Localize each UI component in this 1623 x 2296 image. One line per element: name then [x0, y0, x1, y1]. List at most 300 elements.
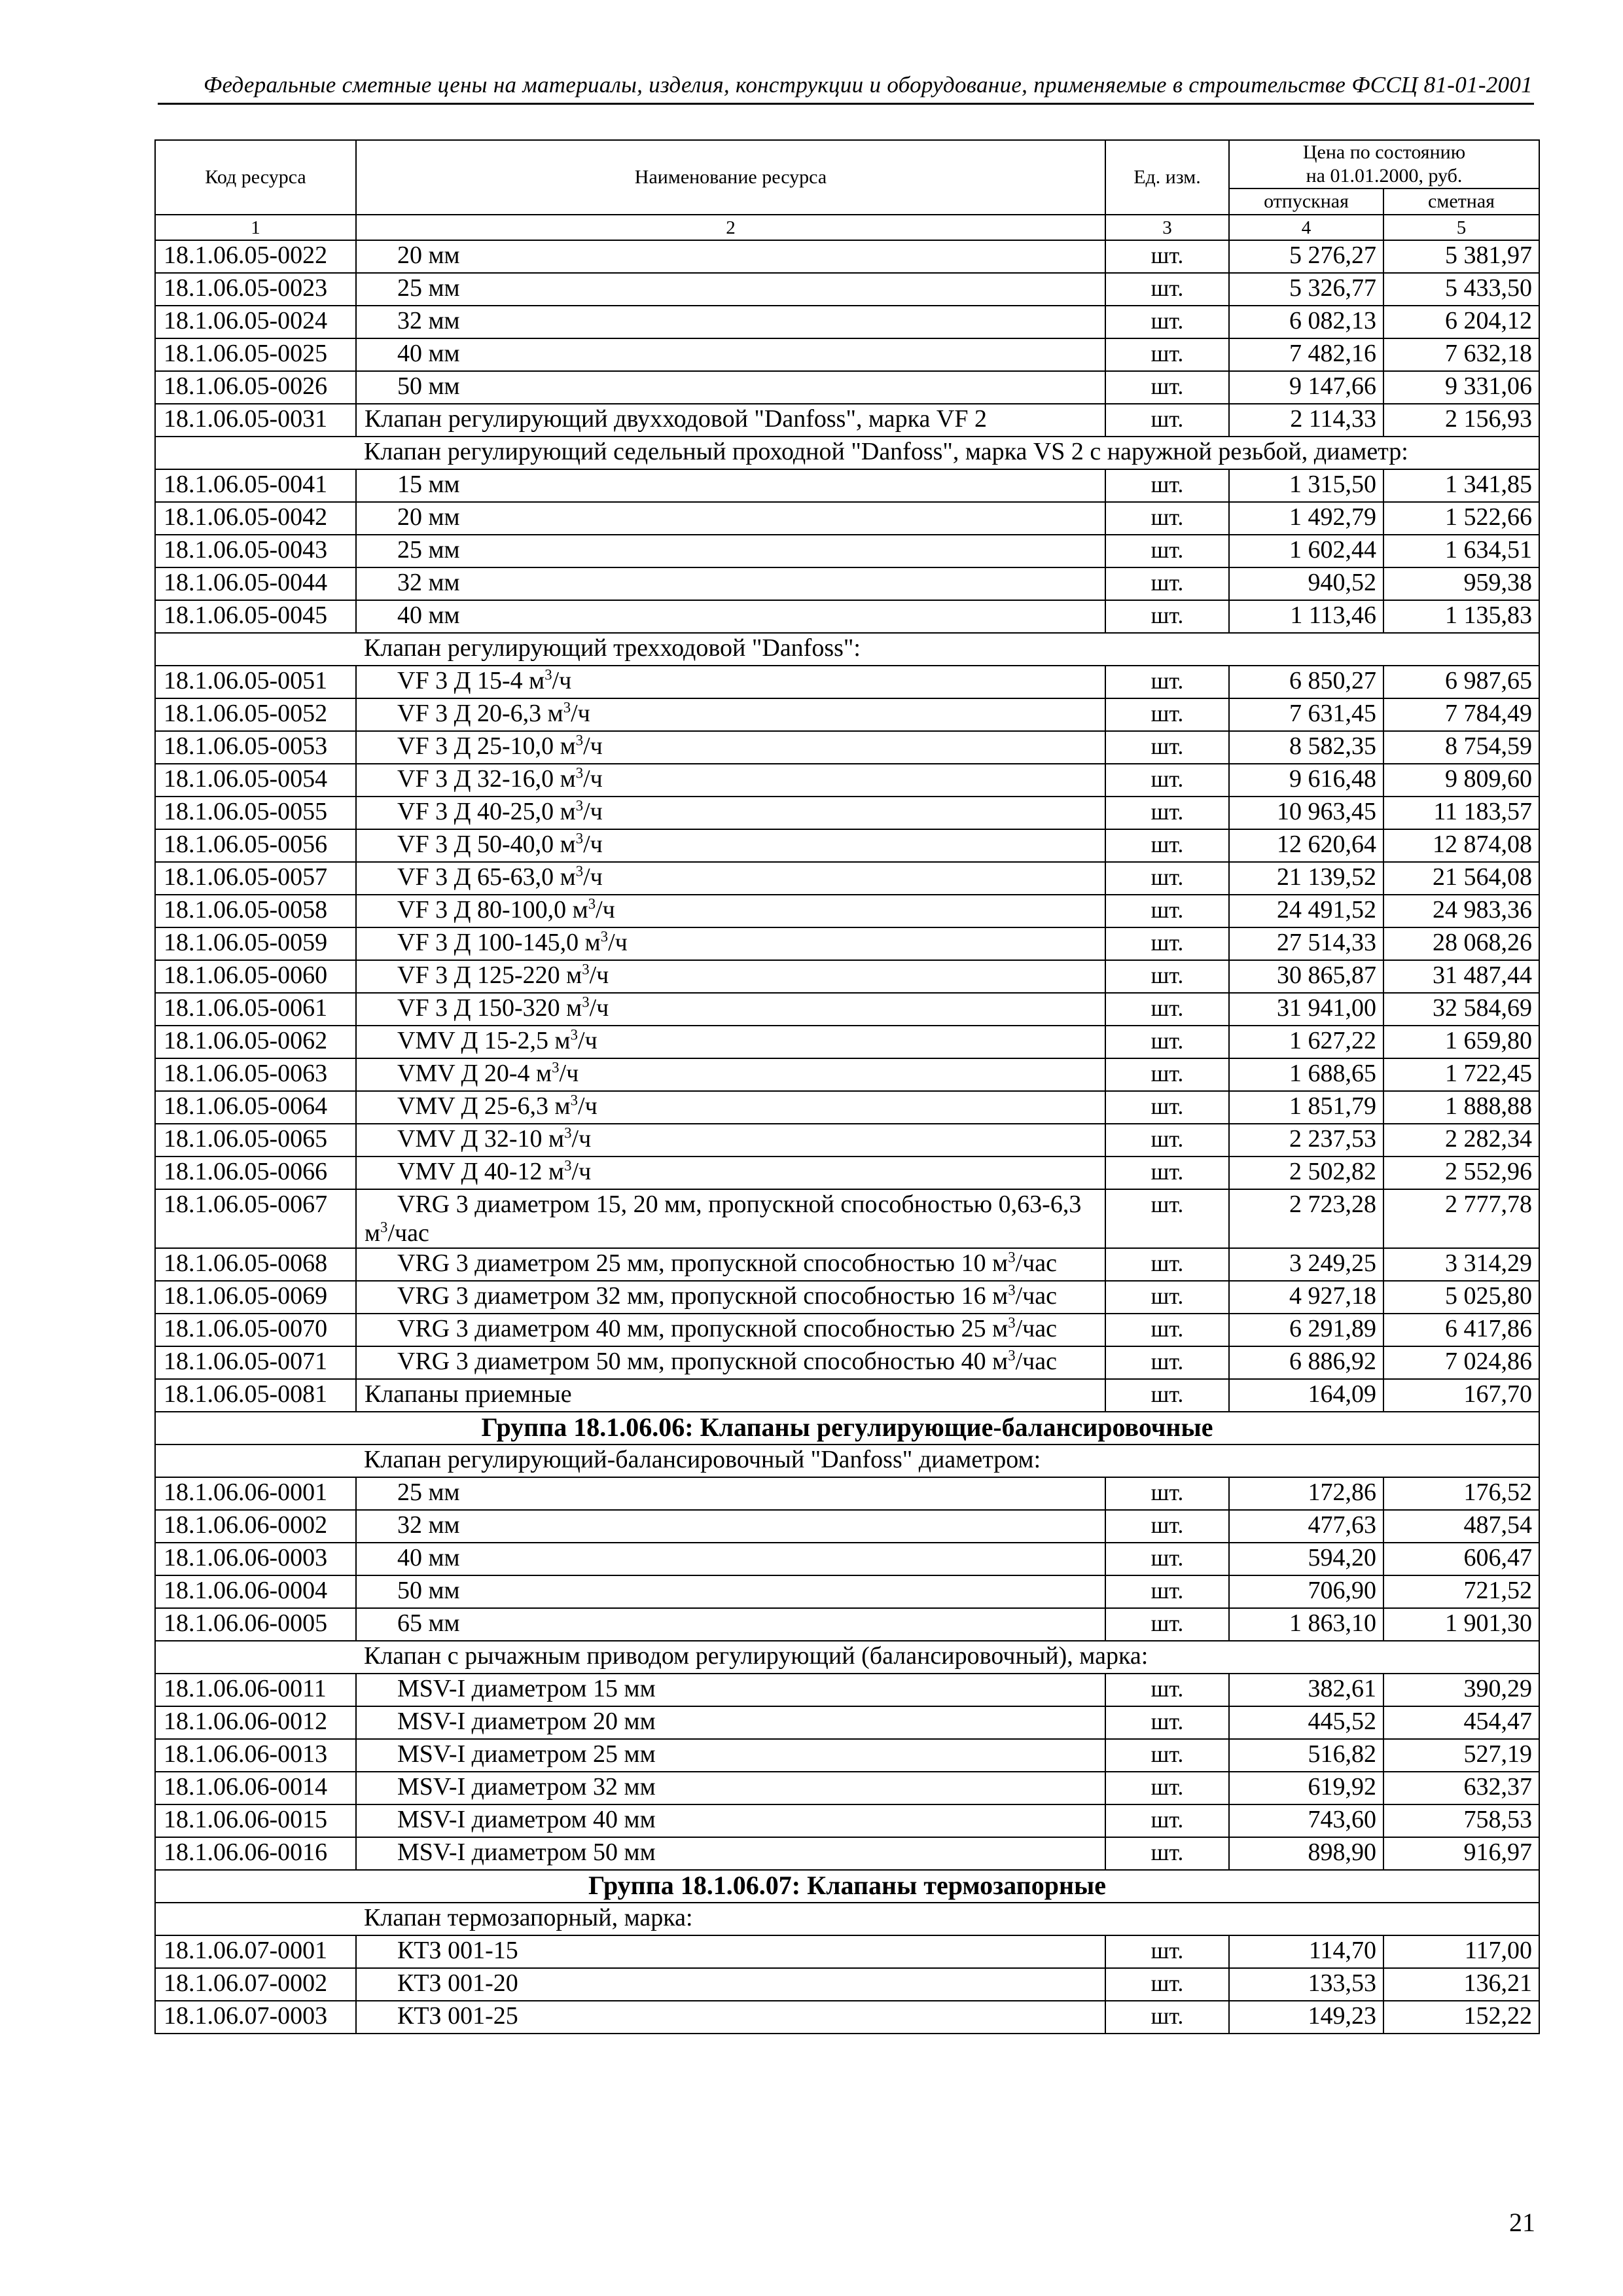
price-release: 594,20 — [1229, 1543, 1383, 1575]
unit: шт. — [1105, 1379, 1229, 1412]
resource-code: 18.1.06.06-0011 — [155, 1674, 356, 1706]
price-estimate: 32 584,69 — [1383, 993, 1539, 1026]
price-estimate: 6 987,65 — [1383, 666, 1539, 698]
resource-name: VF 3 Д 15-4 $м^3/ч$ — [356, 666, 1105, 698]
price-release: 2 723,28 — [1229, 1189, 1383, 1248]
resource-name: 65 мм — [356, 1608, 1105, 1641]
resource-name: VF 3 Д 25-10,0 $м^3/ч$ — [356, 731, 1105, 764]
price-estimate: 6 204,12 — [1383, 306, 1539, 338]
unit: шт. — [1105, 240, 1229, 273]
resource-name: Клапан регулирующий двухходовой "Danfoss", марка VF 2 — [356, 404, 1105, 437]
price-estimate: 959,38 — [1383, 567, 1539, 600]
table-row — [155, 1510, 1539, 1543]
unit: шт. — [1105, 1346, 1229, 1379]
table-row — [155, 600, 1539, 633]
resource-name: 40 мм — [356, 600, 1105, 633]
price-release: 21 139,52 — [1229, 862, 1383, 895]
price-estimate: 1 341,85 — [1383, 469, 1539, 502]
group-heading-row — [155, 1870, 1539, 1903]
subheading-text: Клапан регулирующий трехходовой "Danfoss": — [155, 633, 1539, 666]
unit: шт. — [1105, 1314, 1229, 1346]
price-release: 7 631,45 — [1229, 698, 1383, 731]
unit: шт. — [1105, 1837, 1229, 1870]
subheading-text: Клапан с рычажным приводом регулирующий (балансировочный), марка: — [155, 1641, 1539, 1674]
price-estimate: 7 632,18 — [1383, 338, 1539, 371]
unit: шт. — [1105, 731, 1229, 764]
price-estimate: 721,52 — [1383, 1575, 1539, 1608]
price-estimate: 136,21 — [1383, 1968, 1539, 2001]
resource-code: 18.1.06.06-0001 — [155, 1477, 356, 1510]
resource-code: 18.1.06.05-0060 — [155, 960, 356, 993]
price-release: 12 620,64 — [1229, 829, 1383, 862]
resource-code: 18.1.06.05-0064 — [155, 1091, 356, 1124]
price-estimate: 390,29 — [1383, 1674, 1539, 1706]
price-estimate: 5 025,80 — [1383, 1281, 1539, 1314]
header-price-group-label: Цена по состоянию на 01.01.2000, руб. — [1302, 141, 1466, 187]
unit: шт. — [1105, 666, 1229, 698]
price-estimate: 152,22 — [1383, 2001, 1539, 2034]
price-release: 172,86 — [1229, 1477, 1383, 1510]
column-number: 1 — [155, 215, 356, 240]
resource-name: VF 3 Д 40-25,0 $м^3/ч$ — [356, 797, 1105, 829]
resource-code: 18.1.06.05-0053 — [155, 731, 356, 764]
table-row — [155, 1674, 1539, 1706]
price-estimate: 2 777,78 — [1383, 1189, 1539, 1248]
price-release: 743,60 — [1229, 1804, 1383, 1837]
resource-name: MSV-I диаметром 40 мм — [356, 1804, 1105, 1837]
resource-name: 40 мм — [356, 338, 1105, 371]
price-estimate: 5 381,97 — [1383, 240, 1539, 273]
resource-code: 18.1.06.05-0042 — [155, 502, 356, 535]
table-row — [155, 1837, 1539, 1870]
resource-code: 18.1.06.05-0024 — [155, 306, 356, 338]
table-row — [155, 960, 1539, 993]
resource-name: VF 3 Д 80-100,0 $м^3/ч$ — [356, 895, 1105, 927]
price-release: 2 237,53 — [1229, 1124, 1383, 1157]
price-release: 1 492,79 — [1229, 502, 1383, 535]
resource-code: 18.1.06.06-0004 — [155, 1575, 356, 1608]
column-numbers-row — [155, 215, 1539, 240]
price-release: 619,92 — [1229, 1772, 1383, 1804]
price-release: 3 249,25 — [1229, 1248, 1383, 1281]
resource-name: VMV Д 15-2,5 $м^3/ч$ — [356, 1026, 1105, 1058]
price-estimate: 176,52 — [1383, 1477, 1539, 1510]
resource-code: 18.1.06.07-0003 — [155, 2001, 356, 2034]
resource-code: 18.1.06.06-0003 — [155, 1543, 356, 1575]
unit: шт. — [1105, 1189, 1229, 1248]
price-release: 7 482,16 — [1229, 338, 1383, 371]
resource-name: 20 мм — [356, 502, 1105, 535]
subheading-row — [155, 1641, 1539, 1674]
unit: шт. — [1105, 1772, 1229, 1804]
resource-code: 18.1.06.05-0044 — [155, 567, 356, 600]
table-row — [155, 567, 1539, 600]
resource-name: MSV-I диаметром 15 мм — [356, 1674, 1105, 1706]
price-release: 2 502,82 — [1229, 1157, 1383, 1189]
price-estimate: 758,53 — [1383, 1804, 1539, 1837]
resource-name: VF 3 Д 50-40,0 $м^3/ч$ — [356, 829, 1105, 862]
price-estimate: 2 156,93 — [1383, 404, 1539, 437]
table-row — [155, 1346, 1539, 1379]
resource-name: 25 мм — [356, 273, 1105, 306]
table-row — [155, 502, 1539, 535]
resource-name: 32 мм — [356, 306, 1105, 338]
resource-code: 18.1.06.05-0071 — [155, 1346, 356, 1379]
unit: шт. — [1105, 1157, 1229, 1189]
unit: шт. — [1105, 764, 1229, 797]
unit: шт. — [1105, 862, 1229, 895]
price-estimate: 487,54 — [1383, 1510, 1539, 1543]
unit: шт. — [1105, 1804, 1229, 1837]
resource-name: КТЗ 001-25 — [356, 2001, 1105, 2034]
price-estimate: 8 754,59 — [1383, 731, 1539, 764]
resource-name: VF 3 Д 65-63,0 $м^3/ч$ — [356, 862, 1105, 895]
price-release: 898,90 — [1229, 1837, 1383, 1870]
price-release: 31 941,00 — [1229, 993, 1383, 1026]
table-row — [155, 1477, 1539, 1510]
price-release: 149,23 — [1229, 2001, 1383, 2034]
unit: шт. — [1105, 1706, 1229, 1739]
unit: шт. — [1105, 829, 1229, 862]
table-row — [155, 469, 1539, 502]
resource-code: 18.1.06.05-0054 — [155, 764, 356, 797]
unit: шт. — [1105, 404, 1229, 437]
resource-code: 18.1.06.05-0045 — [155, 600, 356, 633]
unit: шт. — [1105, 993, 1229, 1026]
resource-name: 32 мм — [356, 1510, 1105, 1543]
price-estimate: 167,70 — [1383, 1379, 1539, 1412]
table-row — [155, 1281, 1539, 1314]
resource-code: 18.1.06.05-0067 — [155, 1189, 356, 1248]
table-row — [155, 666, 1539, 698]
unit: шт. — [1105, 338, 1229, 371]
unit: шт. — [1105, 371, 1229, 404]
price-estimate: 1 522,66 — [1383, 502, 1539, 535]
subheading-row — [155, 1444, 1539, 1477]
unit: шт. — [1105, 1510, 1229, 1543]
price-release: 27 514,33 — [1229, 927, 1383, 960]
unit: шт. — [1105, 1091, 1229, 1124]
subheading-text: Клапан термозапорный, марка: — [155, 1903, 1539, 1935]
price-estimate: 9 331,06 — [1383, 371, 1539, 404]
header-name: Наименование ресурса — [356, 140, 1105, 215]
price-estimate: 2 552,96 — [1383, 1157, 1539, 1189]
resource-name: VMV Д 32-10 $м^3/ч$ — [356, 1124, 1105, 1157]
table-row — [155, 1772, 1539, 1804]
unit: шт. — [1105, 698, 1229, 731]
price-release: 6 291,89 — [1229, 1314, 1383, 1346]
price-release: 4 927,18 — [1229, 1281, 1383, 1314]
unit: шт. — [1105, 1608, 1229, 1641]
subheading-row — [155, 437, 1539, 469]
resource-name: VF 3 Д 100-145,0 $м^3/ч$ — [356, 927, 1105, 960]
table-row — [155, 1379, 1539, 1412]
price-release: 516,82 — [1229, 1739, 1383, 1772]
resource-name: 50 мм — [356, 1575, 1105, 1608]
table-row — [155, 1739, 1539, 1772]
price-estimate: 2 282,34 — [1383, 1124, 1539, 1157]
resource-code: 18.1.06.05-0066 — [155, 1157, 356, 1189]
resource-code: 18.1.06.05-0081 — [155, 1379, 356, 1412]
unit: шт. — [1105, 502, 1229, 535]
price-estimate: 6 417,86 — [1383, 1314, 1539, 1346]
unit: шт. — [1105, 1575, 1229, 1608]
column-number: 4 — [1229, 215, 1383, 240]
resource-code: 18.1.06.06-0012 — [155, 1706, 356, 1739]
unit: шт. — [1105, 1248, 1229, 1281]
resource-name: VRG 3 диаметром 50 мм, пропускной способностью 40 $м^3$/час — [356, 1346, 1105, 1379]
resource-name: 25 мм — [356, 535, 1105, 567]
unit: шт. — [1105, 469, 1229, 502]
price-release: 1 315,50 — [1229, 469, 1383, 502]
price-release: 6 886,92 — [1229, 1346, 1383, 1379]
price-release: 706,90 — [1229, 1575, 1383, 1608]
resource-code: 18.1.06.05-0058 — [155, 895, 356, 927]
unit: шт. — [1105, 535, 1229, 567]
price-estimate: 28 068,26 — [1383, 927, 1539, 960]
price-estimate: 24 983,36 — [1383, 895, 1539, 927]
resource-name: 20 мм — [356, 240, 1105, 273]
resource-code: 18.1.06.05-0055 — [155, 797, 356, 829]
unit: шт. — [1105, 600, 1229, 633]
resource-name: MSV-I диаметром 20 мм — [356, 1706, 1105, 1739]
price-release: 10 963,45 — [1229, 797, 1383, 829]
resource-name: VF 3 Д 125-220 $м^3/ч$ — [356, 960, 1105, 993]
price-estimate: 527,19 — [1383, 1739, 1539, 1772]
column-number: 5 — [1383, 215, 1539, 240]
resource-code: 18.1.06.06-0014 — [155, 1772, 356, 1804]
unit: шт. — [1105, 927, 1229, 960]
price-release: 1 627,22 — [1229, 1026, 1383, 1058]
resource-code: 18.1.06.05-0051 — [155, 666, 356, 698]
header-price-release: отпускная — [1229, 188, 1383, 215]
unit: шт. — [1105, 1543, 1229, 1575]
resource-code: 18.1.06.05-0041 — [155, 469, 356, 502]
header-price-estimate: сметная — [1383, 188, 1539, 215]
table-row — [155, 1189, 1539, 1248]
resource-name: 50 мм — [356, 371, 1105, 404]
table-row — [155, 1314, 1539, 1346]
table-row — [155, 1248, 1539, 1281]
price-estimate: 7 024,86 — [1383, 1346, 1539, 1379]
resource-name: VMV Д 20-4 $м^3/ч$ — [356, 1058, 1105, 1091]
price-release: 9 147,66 — [1229, 371, 1383, 404]
table-row — [155, 338, 1539, 371]
resource-code: 18.1.06.05-0022 — [155, 240, 356, 273]
header-unit: Ед. изм. — [1105, 140, 1229, 215]
price-release: 6 850,27 — [1229, 666, 1383, 698]
price-estimate: 606,47 — [1383, 1543, 1539, 1575]
price-estimate: 1 634,51 — [1383, 535, 1539, 567]
resource-code: 18.1.06.06-0013 — [155, 1739, 356, 1772]
resource-code: 18.1.06.05-0062 — [155, 1026, 356, 1058]
resource-code: 18.1.06.05-0057 — [155, 862, 356, 895]
unit: шт. — [1105, 1477, 1229, 1510]
price-table — [154, 139, 1540, 2034]
price-estimate: 5 433,50 — [1383, 273, 1539, 306]
price-release: 9 616,48 — [1229, 764, 1383, 797]
table-row — [155, 1935, 1539, 1968]
price-estimate: 31 487,44 — [1383, 960, 1539, 993]
unit: шт. — [1105, 1674, 1229, 1706]
table-row — [155, 404, 1539, 437]
resource-name: MSV-I диаметром 32 мм — [356, 1772, 1105, 1804]
table-row — [155, 1543, 1539, 1575]
table-row — [155, 1575, 1539, 1608]
price-estimate: 454,47 — [1383, 1706, 1539, 1739]
resource-code: 18.1.06.05-0052 — [155, 698, 356, 731]
table-row — [155, 1804, 1539, 1837]
header-code: Код ресурса — [155, 140, 356, 215]
resource-name: VRG 3 диаметром 25 мм, пропускной способностью 10 $м^3$/час — [356, 1248, 1105, 1281]
resource-code: 18.1.06.05-0063 — [155, 1058, 356, 1091]
price-release: 1 863,10 — [1229, 1608, 1383, 1641]
unit: шт. — [1105, 567, 1229, 600]
column-number: 2 — [356, 215, 1105, 240]
resource-code: 18.1.06.05-0026 — [155, 371, 356, 404]
resource-name: 32 мм — [356, 567, 1105, 600]
table-row — [155, 535, 1539, 567]
price-release: 5 326,77 — [1229, 273, 1383, 306]
subheading-row — [155, 633, 1539, 666]
table-row — [155, 306, 1539, 338]
page-number: 21 — [1509, 2208, 1535, 2237]
price-estimate: 117,00 — [1383, 1935, 1539, 1968]
table-row — [155, 2001, 1539, 2034]
price-release: 24 491,52 — [1229, 895, 1383, 927]
price-release: 133,53 — [1229, 1968, 1383, 2001]
price-estimate: 11 183,57 — [1383, 797, 1539, 829]
price-release: 1 851,79 — [1229, 1091, 1383, 1124]
resource-code: 18.1.06.05-0070 — [155, 1314, 356, 1346]
table-row — [155, 1026, 1539, 1058]
price-release: 8 582,35 — [1229, 731, 1383, 764]
table-row — [155, 1157, 1539, 1189]
table-row — [155, 371, 1539, 404]
price-estimate: 1 901,30 — [1383, 1608, 1539, 1641]
table-row — [155, 240, 1539, 273]
price-estimate: 1 135,83 — [1383, 600, 1539, 633]
price-release: 164,09 — [1229, 1379, 1383, 1412]
column-number: 3 — [1105, 215, 1229, 240]
price-release: 5 276,27 — [1229, 240, 1383, 273]
price-estimate: 916,97 — [1383, 1837, 1539, 1870]
resource-code: 18.1.06.06-0015 — [155, 1804, 356, 1837]
price-estimate: 3 314,29 — [1383, 1248, 1539, 1281]
unit: шт. — [1105, 273, 1229, 306]
resource-code: 18.1.06.05-0065 — [155, 1124, 356, 1157]
table-row — [155, 731, 1539, 764]
unit: шт. — [1105, 1026, 1229, 1058]
unit: шт. — [1105, 1968, 1229, 2001]
group-heading: Группа 18.1.06.06: Клапаны регулирующие-балансировочные — [155, 1412, 1539, 1444]
unit: шт. — [1105, 306, 1229, 338]
resource-code: 18.1.06.05-0069 — [155, 1281, 356, 1314]
price-estimate: 1 722,45 — [1383, 1058, 1539, 1091]
price-release: 6 082,13 — [1229, 306, 1383, 338]
price-release: 445,52 — [1229, 1706, 1383, 1739]
price-estimate: 632,37 — [1383, 1772, 1539, 1804]
table-row — [155, 1968, 1539, 2001]
resource-name: 40 мм — [356, 1543, 1105, 1575]
resource-name: VF 3 Д 20-6,3 $м^3/ч$ — [356, 698, 1105, 731]
resource-name: Клапаны приемные — [356, 1379, 1105, 1412]
price-release: 1 688,65 — [1229, 1058, 1383, 1091]
subheading-row — [155, 1903, 1539, 1935]
price-estimate: 1 659,80 — [1383, 1026, 1539, 1058]
resource-name: 15 мм — [356, 469, 1105, 502]
table-row — [155, 895, 1539, 927]
table-row — [155, 797, 1539, 829]
table-row — [155, 1124, 1539, 1157]
resource-name: КТЗ 001-20 — [356, 1968, 1105, 2001]
price-release: 30 865,87 — [1229, 960, 1383, 993]
unit: шт. — [1105, 1281, 1229, 1314]
resource-code: 18.1.06.06-0005 — [155, 1608, 356, 1641]
table-row — [155, 1058, 1539, 1091]
unit: шт. — [1105, 1058, 1229, 1091]
resource-name: MSV-I диаметром 25 мм — [356, 1739, 1105, 1772]
resource-code: 18.1.06.05-0068 — [155, 1248, 356, 1281]
unit: шт. — [1105, 895, 1229, 927]
resource-name: MSV-I диаметром 50 мм — [356, 1837, 1105, 1870]
resource-code: 18.1.06.05-0061 — [155, 993, 356, 1026]
unit: шт. — [1105, 1124, 1229, 1157]
resource-code: 18.1.06.06-0002 — [155, 1510, 356, 1543]
table-row — [155, 698, 1539, 731]
price-release: 382,61 — [1229, 1674, 1383, 1706]
resource-code: 18.1.06.05-0031 — [155, 404, 356, 437]
unit: шт. — [1105, 2001, 1229, 2034]
subheading-text: Клапан регулирующий седельный проходной "Danfoss", марка VS 2 с наружной резьбой, диаметр: — [155, 437, 1539, 469]
table-row — [155, 829, 1539, 862]
resource-code: 18.1.06.05-0025 — [155, 338, 356, 371]
resource-code: 18.1.06.07-0002 — [155, 1968, 356, 2001]
group-heading: Группа 18.1.06.07: Клапаны термозапорные — [155, 1870, 1539, 1903]
price-estimate: 9 809,60 — [1383, 764, 1539, 797]
resource-name: VMV Д 25-6,3 $м^3/ч$ — [356, 1091, 1105, 1124]
price-release: 114,70 — [1229, 1935, 1383, 1968]
resource-code: 18.1.06.05-0043 — [155, 535, 356, 567]
unit: шт. — [1105, 797, 1229, 829]
resource-code: 18.1.06.05-0056 — [155, 829, 356, 862]
subheading-text: Клапан регулирующий-балансировочный "Danfoss" диаметром: — [155, 1444, 1539, 1477]
resource-name: VRG 3 диаметром 15, 20 мм, пропускной способностью 0,63-6,3 $м^3$/час — [356, 1189, 1105, 1248]
table-row — [155, 1706, 1539, 1739]
price-release: 2 114,33 — [1229, 404, 1383, 437]
price-release: 1 602,44 — [1229, 535, 1383, 567]
table-row — [155, 862, 1539, 895]
running-header: Федеральные сметные цены на материалы, изделия, конструкции и оборудование, применяемые в строительстве ФССЦ 81-01-2001 — [158, 68, 1534, 105]
resource-code: 18.1.06.06-0016 — [155, 1837, 356, 1870]
table-row — [155, 927, 1539, 960]
unit: шт. — [1105, 960, 1229, 993]
table-row — [155, 764, 1539, 797]
price-estimate: 12 874,08 — [1383, 829, 1539, 862]
resource-name: VMV Д 40-12 $м^3/ч$ — [356, 1157, 1105, 1189]
table-row — [155, 273, 1539, 306]
header-price-group — [1229, 140, 1539, 188]
resource-code: 18.1.06.07-0001 — [155, 1935, 356, 1968]
unit: шт. — [1105, 1739, 1229, 1772]
price-release: 940,52 — [1229, 567, 1383, 600]
table-body — [155, 240, 1539, 2034]
resource-code: 18.1.06.05-0059 — [155, 927, 356, 960]
price-estimate: 21 564,08 — [1383, 862, 1539, 895]
resource-name: VRG 3 диаметром 32 мм, пропускной способностью 16 $м^3$/час — [356, 1281, 1105, 1314]
table-row — [155, 1091, 1539, 1124]
table-row — [155, 993, 1539, 1026]
